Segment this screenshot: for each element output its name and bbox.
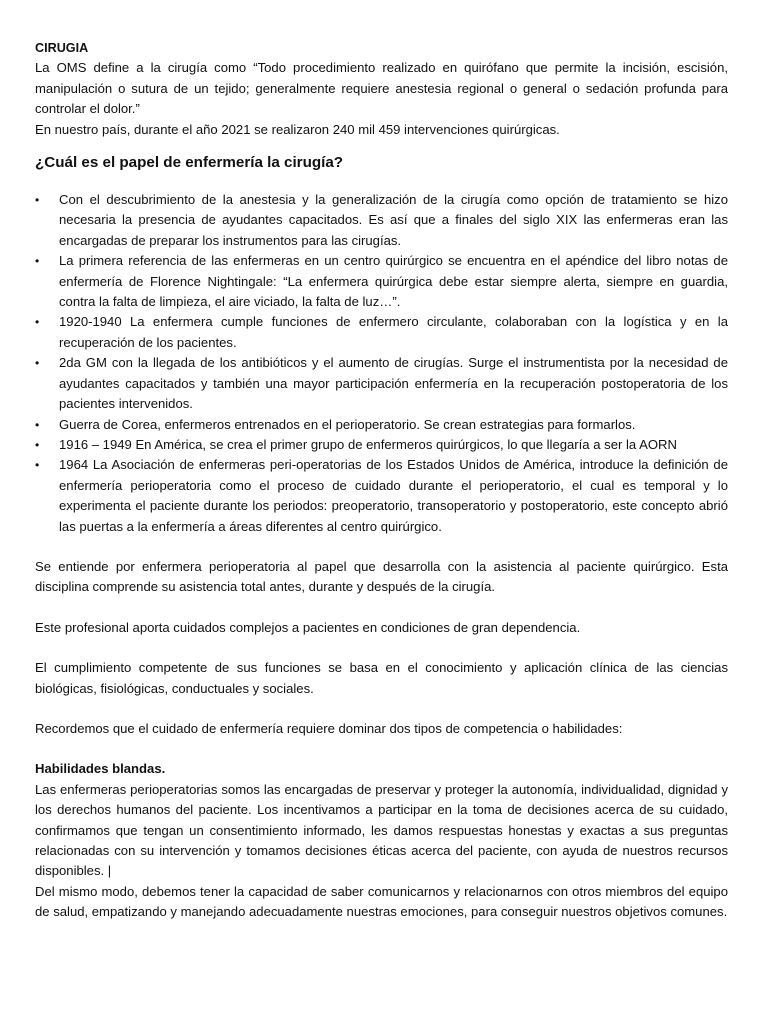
- intro-paragraph-2: En nuestro país, durante el año 2021 se realizaron 240 mil 459 intervenciones quirúrgicas.: [35, 121, 560, 137]
- bullet-icon: •: [35, 417, 40, 432]
- bullet-icon: •: [35, 356, 40, 371]
- bullet-icon: •: [35, 193, 40, 208]
- body-paragraph-1: Se entiende por enfermera perioperatoria al papel que desarrolla con la asistencia al paciente quirúrgico. Esta disciplina comprende su asistencia total antes, durante y después de la cirugía.: [35, 558, 728, 595]
- bullet-text: 1964 La Asociación de enfermeras peri-operatorias de los Estados Unidos de América, introduce la definición de enfermería perioperatoria como el proceso de cuidado durante el perioperatorio, el cual es temporal y lo experimenta el paciente durante los periodos: preoperatorio, transoperatorio y postoperatorio, este concepto abrió las puertas a la enfermería a áreas diferentes al centro quirúrgico.: [59, 457, 728, 534]
- bullet-icon: •: [35, 315, 40, 330]
- bullet-text: 2da GM con la llegada de los antibióticos y el aumento de cirugías. Surge el instrumentista por la necesidad de ayudantes capacitados y también una mayor participación enfermería en la recuperación postoperatoria de los pacientes intervenidos.: [59, 355, 728, 412]
- bullet-text: Guerra de Corea, enfermeros entrenados en el perioperatorio. Se crean estrategias para formarlos.: [59, 416, 636, 432]
- bullet-text: 1916 – 1949 En América, se crea el primer grupo de enfermeros quirúrgicos, lo que llegaría a ser la AORN: [59, 436, 677, 452]
- intro-paragraph-1: La OMS define a la cirugía como “Todo procedimiento realizado en quirófano que permite la incisión, escisión, manipulación o sutura de un tejido; generalmente requiere anestesia regional o general o sedación profunda para controlar el dolor.”: [35, 60, 728, 117]
- bullet-item: [35, 353, 728, 414]
- bullet-item: [35, 435, 728, 455]
- bullet-item: [35, 190, 728, 251]
- bullet-icon: •: [35, 458, 40, 473]
- bullet-icon: •: [35, 437, 40, 452]
- body-paragraph-4: Recordemos que el cuidado de enfermería requiere dominar dos tipos de competencia o habilidades:: [35, 720, 623, 736]
- bullet-item: [35, 455, 728, 537]
- bullet-item: [35, 251, 728, 312]
- bullet-text: La primera referencia de las enfermeras en un centro quirúrgico se encuentra en el apéndice del libro notas de enfermería de Florence Nightingale: “La enfermera quirúrgica debe estar siempre alerta, siempre en guardia, contra la falta de limpieza, el aire viciado, la falta de luz…”.: [59, 253, 728, 310]
- subheading: Habilidades blandas.: [35, 761, 166, 777]
- document-page: [35, 38, 728, 923]
- section-heading: ¿Cuál es el papel de enfermería la cirugía?: [35, 154, 344, 172]
- bullet-text: Con el descubrimiento de la anestesia y la generalización de la cirugía como opción de tratamiento se hizo necesaria la presencia de ayudantes capacitados. Es así que a finales del siglo XIX las enfermeras eran las encargadas de preparar los instrumentos para las cirugías.: [59, 192, 728, 248]
- history-bullet-list: [35, 190, 728, 537]
- closing-paragraph-1: Las enfermeras perioperatorias somos las encargadas de preservar y proteger la autonomía, individualidad, dignidad y los derechos humanos del paciente. Los incentivamos a participar en la toma de decisiones acerca de su cuidado, confirmamos que tengan un consentimiento informado, les damos respuestas honestas y exactas a sus preguntas relacionadas con su intervención y tomamos decisiones éticas acerca del paciente, con ayuda de nuestros recursos disponibles. |: [35, 781, 728, 879]
- body-paragraph-2: Este profesional aporta cuidados complejos a pacientes en condiciones de gran dependencia.: [35, 619, 581, 635]
- closing-paragraph-2: Del mismo modo, debemos tener la capacidad de saber comunicarnos y relacionarnos con otros miembros del equipo de salud, empatizando y manejando adecuadamente nuestras emociones, para conseguir nuestros objetivos comunes.: [35, 883, 728, 920]
- bullet-icon: •: [35, 254, 40, 269]
- document-title: CIRUGIA: [35, 41, 89, 55]
- bullet-text: 1920-1940 La enfermera cumple funciones de enfermero circulante, colaboraban con la logística y en la recuperación de los pacientes.: [59, 314, 728, 350]
- body-paragraph-3: El cumplimiento competente de sus funciones se basa en el conocimiento y aplicación clínica de las ciencias biológicas, fisiológicas, conductuales y sociales.: [35, 660, 728, 696]
- bullet-item: [35, 312, 728, 353]
- bullet-item: [35, 415, 728, 435]
